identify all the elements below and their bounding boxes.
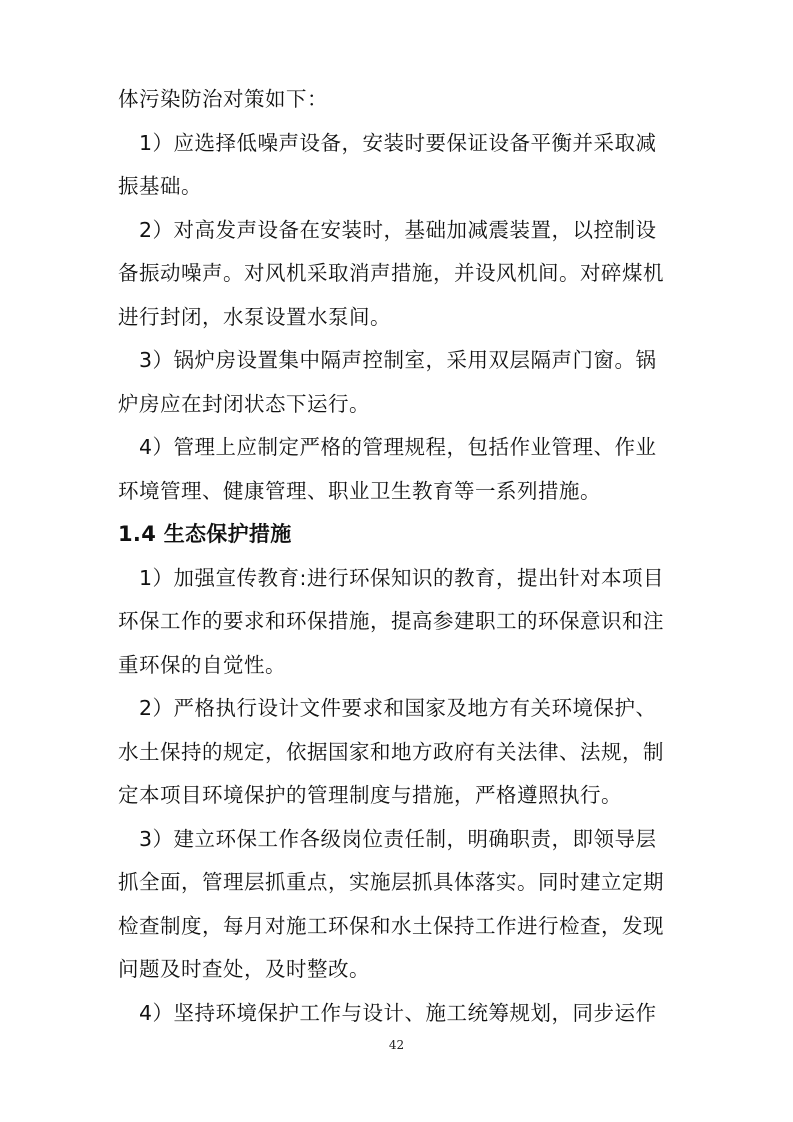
text-line: 进行封闭，水泵设置水泵间。 xyxy=(118,304,391,329)
text-line: 检查制度，每月对施工环保和水土保持工作进行检查，发现 xyxy=(118,913,664,938)
text-line: 抓全面，管理层抓重点，实施层抓具体落实。同时建立定期 xyxy=(118,870,664,894)
text-line: 1）加强宣传教育:进行环保知识的教育，提出针对本项目 xyxy=(139,565,664,590)
text-line: 2）严格执行设计文件要求和国家及地方有关环境保护、 xyxy=(139,696,657,720)
text-line: 重环保的自觉性。 xyxy=(118,652,286,677)
text-line: 定本项目环境保护的管理制度与措施，严格遵照执行。 xyxy=(118,783,622,807)
text-line: 备振动噪声。对风机采取消声措施，并设风机间。对碎煤机 xyxy=(118,261,664,285)
text-line: 体污染防治对策如下： xyxy=(118,87,328,111)
text-line: 问题及时查处，及时整改。 xyxy=(118,957,370,981)
document-body xyxy=(118,82,678,1039)
text-line: 1）应选择低噪声设备，安装时要保证设备平衡并采取减 xyxy=(139,130,657,155)
text-line: 3）锅炉房设置集中隔声控制室，采用双层隔声门窗。锅 xyxy=(139,348,657,372)
text-line: 水土保持的规定，依据国家和地方政府有关法律、法规，制 xyxy=(118,739,664,764)
text-line: 3）建立环保工作各级岗位责任制，明确职责，即领导层 xyxy=(139,826,657,851)
text-line: 环境管理、健康管理、职业卫生教育等一系列措施。 xyxy=(118,478,601,503)
text-line: 炉房应在封闭状态下运行。 xyxy=(118,391,370,416)
section-heading: 1.4 生态保护措施 xyxy=(118,522,292,546)
text-line: 振基础。 xyxy=(118,174,202,198)
text-line: 4）坚持环境保护工作与设计、施工统筹规划，同步运作 xyxy=(139,1000,657,1025)
page-number: 42 xyxy=(388,1038,405,1052)
text-line: 环保工作的要求和环保措施，提高参建职工的环保意识和注 xyxy=(118,609,664,633)
text-line: 4）管理上应制定严格的管理规程，包括作业管理、作业 xyxy=(139,435,657,459)
text-line: 2）对高发声设备在安装时，基础加减震装置，以控制设 xyxy=(139,217,657,242)
